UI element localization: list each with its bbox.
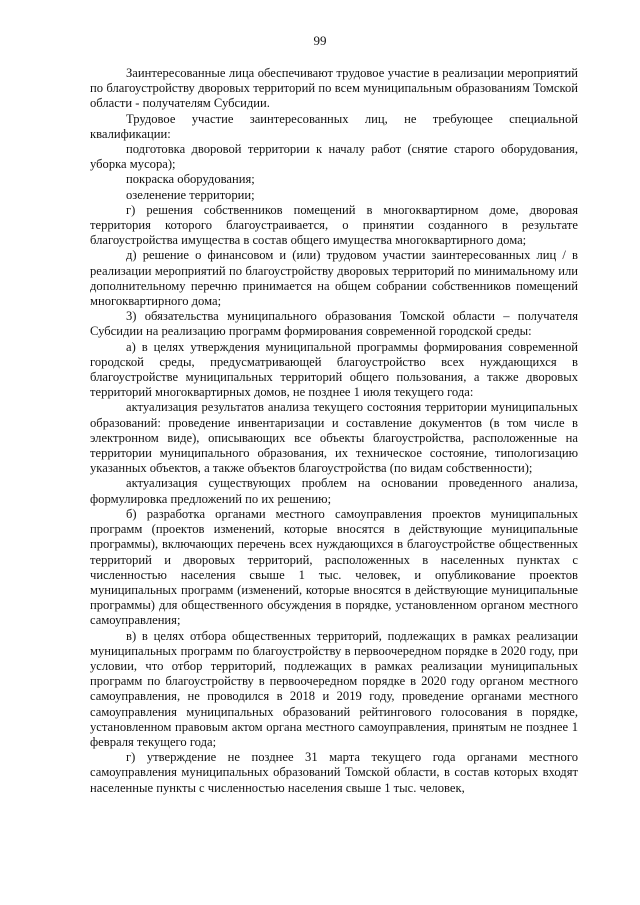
- paragraph: озеленение территории;: [126, 187, 255, 202]
- page-number: 99: [313, 33, 327, 48]
- paragraph: г) решения собственников помещений в многоквартирном доме, дворовая территория которого благоустраивается, о принятии созданного в результате благоустройства имущества в состав общего имущества многоквартирного дома;: [90, 202, 578, 248]
- paragraph: д) решение о финансовом и (или) трудовом участии заинтересованных лиц / в реализации мероприятий по благоустройству дворовых территорий по минимальному или дополнительному перечню принимается на общем собрании собственников помещений многоквартирного дома;: [90, 248, 578, 309]
- paragraph: покраска оборудования;: [126, 172, 255, 187]
- paragraph: а) в целях утверждения муниципальной программы формирования современной городской среды, предусматривающей благоустройство всех нуждающихся в благоустройстве муниципальных территорий общего пользования, а также дворовых территорий многоквартирных домов, не позднее 1 июля текущего года:: [90, 339, 578, 400]
- paragraph: актуализация существующих проблем на основании проведенного анализа, формулировка предложений по их решению;: [90, 476, 578, 506]
- document-body: [90, 66, 578, 796]
- paragraph: актуализация результатов анализа текущего состояния территории муниципальных образований: проведение инвентаризации и составление документов (в том числе в электронном виде), описывающих все объекты благоустройства, расположенные на территории муниципального образования, их техническое состояние, типологизацию указанных объектов, а также объектов благоустройства (по видам собственности);: [90, 400, 578, 476]
- paragraph: 3) обязательства муниципального образования Томской области – получателя Субсидии на реализацию программ формирования современной городской среды:: [90, 309, 578, 339]
- paragraph: Заинтересованные лица обеспечивают трудовое участие в реализации мероприятий по благоустройству дворовых территорий по всем муниципальным образованиям Томской области - получателям Субсидии.: [90, 66, 578, 111]
- paragraph: г) утверждение не позднее 31 марта текущего года органами местного самоуправления муниципальных образований Томской области, в состав которых входят населенные пункты с численностью населения свыше 1 тыс. человек,: [90, 750, 578, 795]
- paragraph: подготовка дворовой территории к началу работ (снятие старого оборудования, уборка мусора);: [90, 142, 578, 172]
- paragraph: б) разработка органами местного самоуправления проектов муниципальных программ (проектов изменений, которые вносятся в действующие муниципальные программы), включающих перечень всех нуждающихся в благоустройстве общественных территорий и дворовых территорий, расположенных в населенных пунктах с численностью населения свыше 1 тыс. человек, и опубликование проектов муниципальных программ (изменений, которые вносятся в действующие муниципальные программы) для общественного обсуждения в порядке, установленном органом местного самоуправления;: [90, 506, 578, 628]
- paragraph: Трудовое участие заинтересованных лиц, не требующее специальной квалификации:: [90, 111, 578, 141]
- paragraph: в) в целях отбора общественных территорий, подлежащих в рамках реализации муниципальных программ по благоустройству в первоочередном порядке в 2020 году, при условии, что отбор территорий, подлежащих в рамках реализации муниципальных программ по благоустройству в первоочередном порядке в 2020 году органом местного самоуправления, не проводился в 2018 и 2019 году, проведение органами местного самоуправления муниципальных образований рейтингового голосования в порядке, установленном правовым актом органа местного самоуправления, принятым не позднее 1 февраля текущего года;: [90, 628, 578, 749]
